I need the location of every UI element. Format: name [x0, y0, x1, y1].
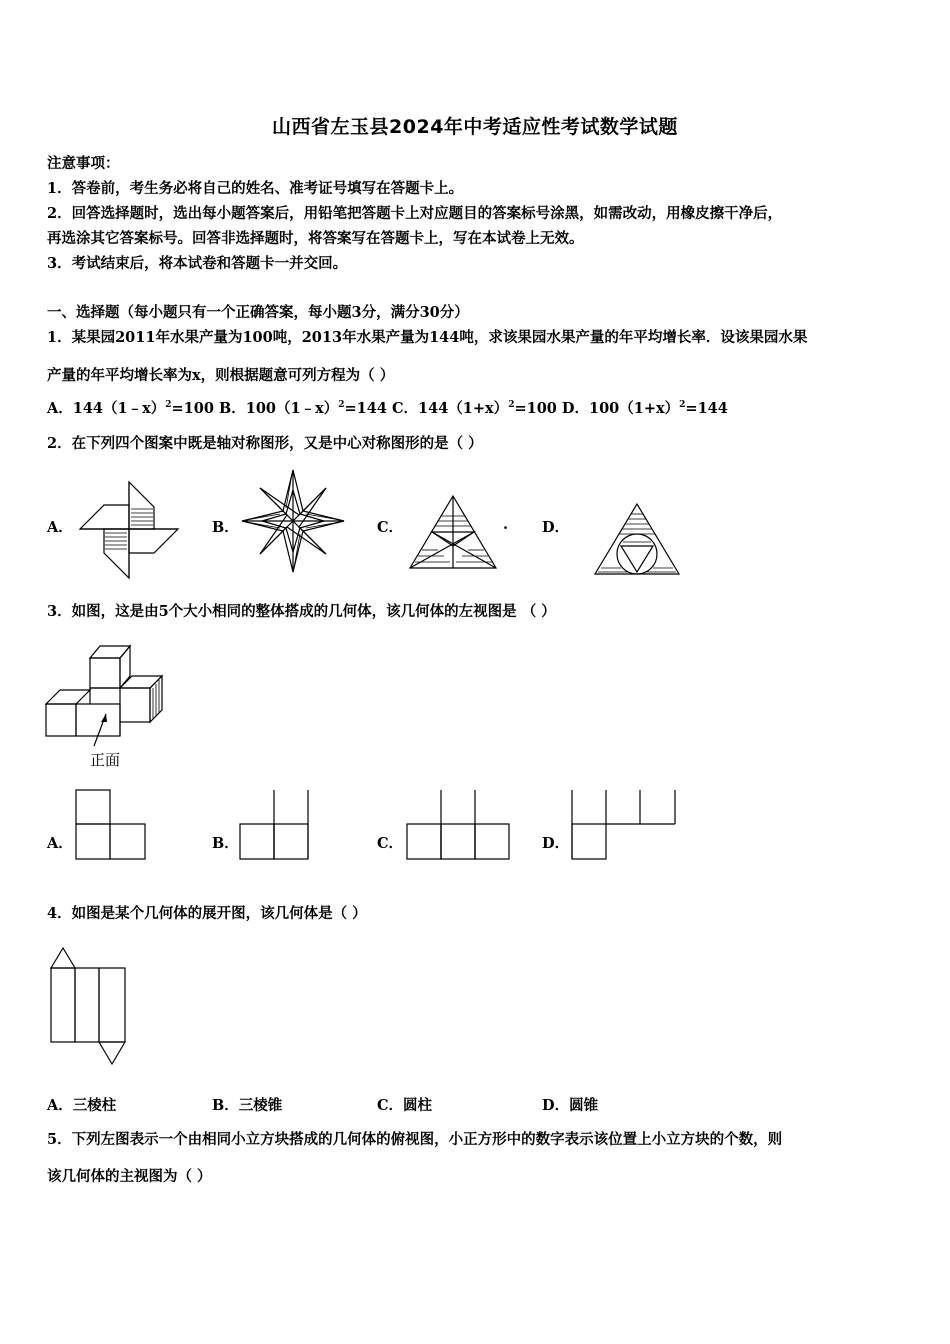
q2-label-a: A．: [47, 519, 73, 536]
q2-label-c: C．: [377, 519, 404, 536]
q3-option-a-figure: [76, 790, 146, 860]
q2-figure-d-triangle-circle: [593, 502, 681, 576]
q4-option-b: B．三棱锥: [212, 1097, 283, 1114]
q2-figure-c-triangle: [408, 494, 498, 570]
q3-figure-blocks: [44, 642, 168, 742]
exponent: 2: [508, 400, 515, 411]
q4-figure-net: [49, 946, 129, 1066]
q3-text: 3．如图，这是由5个大小相同的整体搭成的几何体，该几何体的左视图是 （ ）: [47, 603, 556, 620]
q2-label-b: B．: [212, 519, 239, 536]
q4-option-c: C．圆柱: [377, 1097, 433, 1114]
q5-line1: 5．下列左图表示一个由相同小立方块搭成的几何体的俯视图，小正方形中的数字表示该位置上小立方块的个数，则: [47, 1131, 783, 1148]
q3-front-label: 正面: [90, 751, 121, 769]
q4-option-a: A．三棱柱: [47, 1097, 117, 1114]
page-title: 山西省左玉县2024年中考适应性考试数学试题: [272, 116, 678, 138]
exponent: 2: [679, 400, 686, 411]
q1-option-d-end: =144: [685, 400, 728, 417]
q2-text: 2．在下列四个图案中既是轴对称图形，又是中心对称图形的是（ ）: [47, 435, 483, 452]
q3-label-c: C．: [377, 835, 404, 852]
q2-figure-b-compass-star: [240, 468, 346, 574]
q3-option-b-figure: [239, 790, 311, 860]
note-item-2: 2．回答选择题时，选出每小题答案后，用铅笔把答题卡上对应题目的答案标号涂黑，如需改动，用橡皮擦干净后，: [47, 205, 783, 222]
q2-figure-a-pinwheel: [78, 480, 180, 580]
q1-line1: 1．某果园2011年水果产量为100吨，2013年水果产量为144吨，求该果园水果产量的年平均增长率．设该果园水果: [47, 329, 808, 346]
notes-heading: 注意事项：: [47, 155, 120, 172]
note-item-3: 3．考试结束后，将本试卷和答题卡一并交回。: [47, 255, 348, 272]
q1-option-a: A．144（1﹣x）: [47, 400, 166, 417]
q2-label-d: D．: [542, 519, 570, 536]
q2-dot: .: [503, 516, 509, 533]
q3-option-c-figure: [406, 790, 512, 860]
exponent: 2: [165, 400, 172, 411]
section-heading: 一、选择题（每小题只有一个正确答案，每小题3分，满分30分）: [47, 304, 469, 321]
q1-option-b: =100 B．100（1﹣x）: [171, 400, 339, 417]
q4-text: 4．如图是某个几何体的展开图，该几何体是（ ）: [47, 905, 367, 922]
exponent: 2: [338, 400, 345, 411]
q3-label-d: D．: [542, 835, 570, 852]
q3-label-b: B．: [212, 835, 239, 852]
q4-option-d: D．圆锥: [542, 1097, 599, 1114]
q1-options: [47, 397, 728, 418]
note-item-1: 1．答卷前，考生务必将自己的姓名、准考证号填写在答题卡上。: [47, 180, 464, 197]
note-item-2-cont: 再选涂其它答案标号。回答非选择题时，将答案写在答题卡上，写在本试卷上无效。: [47, 230, 584, 247]
q1-option-d: =100 D．100（1+x）: [514, 400, 680, 417]
q3-label-a: A．: [47, 835, 73, 852]
q3-option-d-figure: [571, 790, 679, 860]
q1-line2: 产量的年平均增长率为x，则根据题意可列方程为（ ）: [47, 367, 395, 384]
q5-line2: 该几何体的主视图为（ ）: [47, 1168, 212, 1185]
q1-option-c: =144 C．144（1+x）: [344, 400, 509, 417]
